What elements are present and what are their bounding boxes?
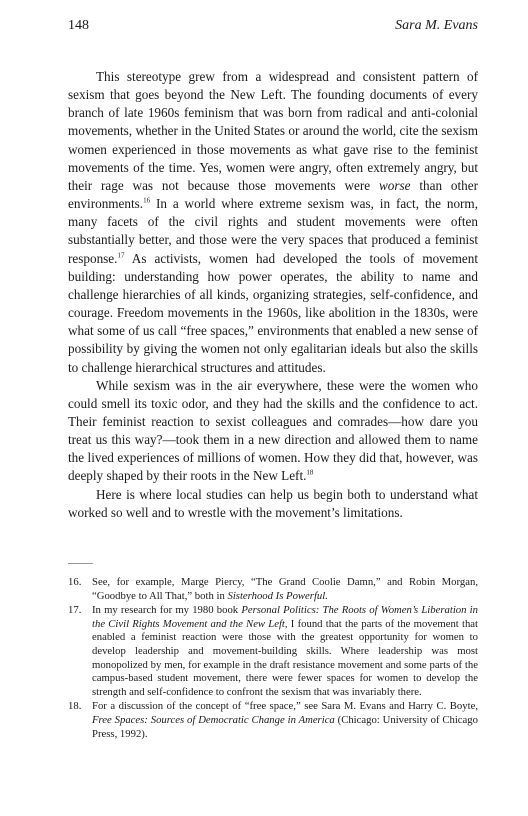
footnote-ref[interactable]: 17 [117, 251, 125, 260]
footnotes [68, 576, 478, 742]
footnote-number: 17. [68, 604, 82, 617]
page-header [68, 18, 478, 38]
footnote-number: 16. [68, 576, 82, 588]
paragraph: Here is where local studies can help us begin both to understand what worked so well and to wrestle with the movement’s limitations. [68, 486, 478, 520]
footnote: 18. For a discussion of the concept of “free space,” see Sara M. Evans and Harry C. Boyte, Free Spaces: Sources of Democratic Change in America (Chicago: University of Chicago Press, 1992). [68, 700, 478, 740]
footnote-rule [68, 563, 93, 564]
paragraph: This stereotype grew from a widespread and consistent pattern of sexism that goes beyond the New Left. The founding documents of every branch of late 1960s feminism that was born from radical and anti-colonial movements, whether in the United States or around the world, cite the sexism women experienced in those movements as what gave rise to the feminist movements of the time. Yes, women were angry, often extremely angry, but their rage was not because those movements were worse than other environments.$^{16}$ In a world where extreme sexism was, in fact, the norm, many facets of the civil rights and student movements were often substantially better, and those were the very spaces that produced a feminist response.$^{17}$ As activists, women had developed the tools of movement building: understanding how power operates, the ability to name and challenge hierarchies of all kinds, organizing strategies, self-confidence, and courage. Freedom movements in the 1960s, like abolition in the 1830s, were what some of us call “free spaces,” environments that enabled a new sense of possibility by giving the women not only egalitarian ideals but also the skills to challenge hierarchical structures and attitudes. [68, 69, 478, 375]
footnote-number: 18. [68, 700, 82, 713]
emphasis: worse [378, 177, 411, 193]
paragraph: While sexism was in the air everywhere, these were the women who could smell its toxic odor, and they had the skills and the confidence to act. Their feminist reaction to sexist colleagues and comrades—how dare you treat us this way?—took them in a new direction and allowed them to name the lived experiences of millions of women. How they did that, however, was deeply shaped by their roots in the New Left.$^{18}$ [68, 377, 478, 484]
footnote-ref[interactable]: 16 [143, 196, 151, 205]
footnote: 16. See, for example, Marge Piercy, “The Grand Coolie Damn,” and Robin Morgan, “Goodbye to All That,” both in Sisterhood Is Powerful. [68, 576, 478, 602]
footnote-ref[interactable]: 18 [306, 469, 314, 478]
body-text [68, 68, 478, 522]
footnote: 17. In my research for my 1980 book Personal Politics: The Roots of Women’s Liberation in the Civil Rights Movement and the New Left, I found that the parts of the movement that enabled a feminist reaction were those with the greatest opportunity for women to develop leadership and movement-building skills. Where leadership was most monopolized by men, for example in the draft resistance movement and some parts of the campus-based student movement, there were fewer spaces for women to develop the strength and self-confidence to confront the sexism that was invariably there. [68, 604, 478, 698]
running-head: Sara M. Evans [395, 18, 478, 33]
page-number: 148 [68, 18, 89, 33]
